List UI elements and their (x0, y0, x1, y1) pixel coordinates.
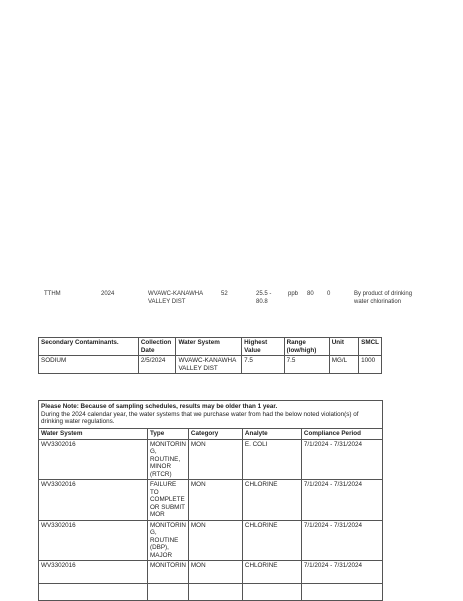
tthm-year: 2024 (101, 291, 115, 297)
table-row (39, 439, 383, 480)
cell-range: 7.5 (284, 356, 329, 374)
cell-unit: MG/L (329, 356, 358, 374)
cell-collection-date: 2/5/2024 (138, 356, 176, 374)
cell-type: FAILURE TO COMPLETE OR SUBMIT MOR (148, 480, 189, 521)
cell-water-system: WV3302016 (39, 480, 148, 521)
tthm-mclg: 0 (327, 291, 331, 297)
cell-contaminant: SODIUM (39, 356, 139, 374)
cell-category: MON (188, 520, 242, 561)
violations-header-row (39, 429, 383, 440)
cell-compliance-period: 7/1/2024 - 7/31/2024 (301, 480, 382, 521)
header-highest-value: Highest Value (242, 338, 284, 356)
cell-water-system: WV3302016 (39, 520, 148, 561)
violations-note-bold: Please Note: Because of sampling schedules, results may be older than 1 year. (41, 403, 278, 410)
tthm-mcl: 80 (307, 291, 314, 297)
violations-note (41, 403, 379, 426)
cell-water-system: WV3302016 (39, 439, 148, 480)
header-unit: Unit (329, 338, 358, 356)
cell-compliance-period: 7/1/2024 - 7/31/2024 (301, 520, 382, 561)
cell-compliance-period: 7/1/2024 - 7/31/2024 (301, 439, 382, 480)
table-row (39, 561, 383, 601)
cell-analyte: CHLORINE (242, 520, 301, 561)
secondary-contaminants-table (38, 337, 382, 374)
tthm-unit: ppb (288, 291, 299, 297)
header-smcl: SMCL (359, 338, 382, 356)
violations-table (38, 428, 383, 601)
header-water-system: Water System (39, 429, 148, 440)
cell-water-system: WV3302016 (39, 561, 148, 601)
table-row (39, 356, 382, 374)
tthm-range: 25.5 - 80.8 (256, 291, 272, 305)
cell-type: MONITORIN G, ROUTINE (DBP), MAJOR (148, 520, 189, 561)
header-collection-date: Collection Date (138, 338, 176, 356)
cell-type: MONITORIN G, ROUTINE, MINOR (RTCR) (148, 439, 189, 480)
tthm-system: WVAWC-KANAWHA VALLEY DIST (148, 291, 203, 305)
secondary-header-row (39, 338, 382, 356)
cell-highest-value: 7.5 (242, 356, 284, 374)
cell-water-system: WVAWC-KANAWHA VALLEY DIST (176, 356, 242, 374)
table-row (39, 480, 383, 521)
cell-analyte: CHLORINE (242, 561, 301, 601)
table-row (39, 520, 383, 561)
cell-category: MON (188, 480, 242, 521)
tthm-highest: 52 (221, 291, 228, 297)
header-analyte: Analyte (242, 429, 301, 440)
header-category: Category (188, 429, 242, 440)
header-range: Range (low/high) (284, 338, 329, 356)
cell-category: MON (188, 439, 242, 480)
header-water-system: Water System (176, 338, 242, 356)
header-type: Type (148, 429, 189, 440)
header-compliance-period: Compliance Period (301, 429, 382, 440)
violations-section (38, 400, 383, 584)
cell-type: MONITORIN (148, 561, 189, 601)
tthm-source: By product of drinking water chlorination (354, 291, 413, 305)
header-secondary-contaminants: Secondary Contaminants. (39, 338, 139, 356)
cell-analyte: CHLORINE (242, 480, 301, 521)
cell-analyte: E. COLI (242, 439, 301, 480)
tthm-name: TTHM (44, 291, 61, 297)
cell-compliance-period: 7/1/2024 - 7/31/2024 (301, 561, 382, 601)
violations-note-text: During the 2024 calendar year, the water systems that we purchase water from had the below noted violation(s) of drinking water regulations. (41, 410, 359, 425)
cell-category: MON (188, 561, 242, 601)
cell-smcl: 1000 (359, 356, 382, 374)
